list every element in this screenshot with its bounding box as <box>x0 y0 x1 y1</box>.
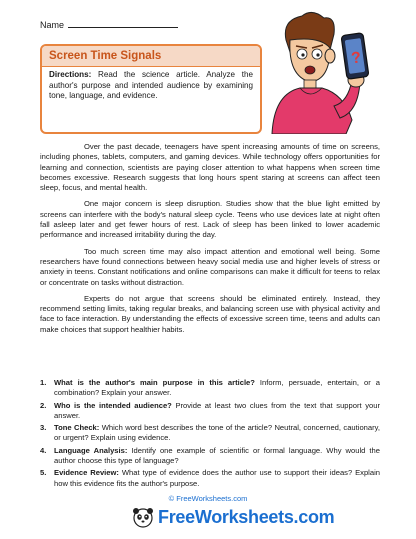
name-line[interactable] <box>68 19 178 28</box>
question-title: What is the author's main purpose in this article? <box>54 378 255 387</box>
question-text: Identify one example of scientific or formal language. Why would the author choose this type of language? <box>54 445 380 466</box>
question-text: What type of evidence does the author use to support their ideas? Explain how this evidence fits the author's purpose. <box>54 468 381 488</box>
footer-logo[interactable] <box>132 505 334 529</box>
svg-text:?: ? <box>350 49 363 68</box>
footer-brand <box>158 507 334 528</box>
brand-part-worksheets: Worksheets <box>194 506 294 527</box>
name-label: Name <box>40 20 65 30</box>
name-field <box>40 19 178 30</box>
brand-part-free: Free <box>158 506 195 527</box>
panda-logo-icon <box>132 506 154 528</box>
question-text: Which word best describes the tone of the article? Neutral, concerned, cautionary, or urgent? Explain using evidence. <box>54 423 380 443</box>
question-text: Provide at least two clues from the text that support your answer. <box>54 400 380 420</box>
article-paragraph: Too much screen time may also impact attention and emotional well being. Some researchers have found connections between heavy social media use and higher levels of stress or anxiety in teens. Constant notifications and online comparisons can make it difficult for teens to relax or concentrate on tasks without distraction. <box>40 246 380 287</box>
question-number: 5. <box>40 468 47 478</box>
question-item <box>40 378 380 399</box>
question-title: Tone Check: <box>54 423 100 433</box>
question-number: 3. <box>40 423 47 433</box>
question-number: 2. <box>40 400 47 410</box>
article <box>40 142 380 341</box>
directions <box>42 67 260 102</box>
brand-part-com: .com <box>293 506 335 527</box>
article-paragraph: One major concern is sleep disruption. Studies show that the blue light emitted by screens can interfere with the body's natural sleep cycle. Teens who use devices late at night often fall asleep later and get fewer hours of rest. Lack of sleep has been linked to lower academic performance and increased irritability during the day. <box>40 199 380 240</box>
question-item <box>40 423 380 444</box>
question-text: Inform, persuade, entertain, or a combination? Explain your answer. <box>54 378 380 398</box>
question-title: Language Analysis: <box>54 445 128 455</box>
directions-text: Read the science article. Analyze the author's purpose and intended audience by examining tone, language, and evidence. <box>49 70 253 101</box>
question-item <box>40 446 380 467</box>
worksheet-title: Screen Time Signals <box>42 46 260 67</box>
footer-url[interactable]: © FreeWorksheets.com <box>168 494 248 503</box>
question-number: 1. <box>40 378 47 387</box>
directions-label: Directions: <box>49 70 92 79</box>
question-list <box>40 378 380 491</box>
question-title: Evidence Review: <box>54 468 119 478</box>
question-title: Who is the intended audience? <box>54 400 172 410</box>
article-paragraph: Over the past decade, teenagers have spent increasing amounts of time on screens, including phones, tablets, computers, and gaming devices. While technology offers opportunities for learning and connection, scientists are paying closer attention to what happens when screen time becomes excessive. Research suggests that long hours spent staring at screens can affect teen sleep, focus, and mental health. <box>40 142 380 193</box>
boy-holding-phone-illustration <box>264 10 374 134</box>
title-box <box>40 44 262 134</box>
question-item <box>40 401 380 422</box>
question-number: 4. <box>40 445 47 455</box>
question-item <box>40 468 380 489</box>
article-paragraph: Experts do not argue that screens should be eliminated entirely. Instead, they recommend setting limits, taking regular breaks, and balancing screen use with physical activity and face to face interaction. By understanding the effects of excessive screen time, teens and adults can make choices that support healthier habits. <box>40 293 380 334</box>
